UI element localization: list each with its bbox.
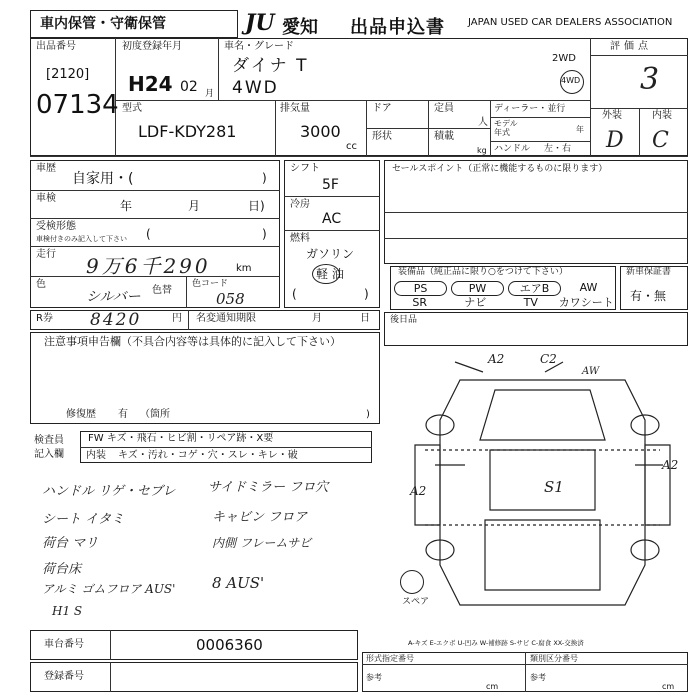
class-number-label: 類別区分番号 [530,654,578,663]
equipment-row-1 [392,281,614,296]
interior-label: 内装 [652,110,672,121]
inspector-label-2: 記入欄 [34,449,64,460]
spare-tire-icon [400,570,424,594]
drive-4wd: 4WD [561,76,581,85]
storage-stamp: 車内保管・守衛保管 [40,16,166,32]
fuel-label: 燃料 [290,233,310,244]
interior-grade: C [652,128,669,153]
dimension-ref-1: 参考 [366,673,382,682]
diagram-mark-front-right: C2 [540,352,557,366]
equipment-item: TV [523,296,538,309]
form-title: 出品申込書 [350,17,445,38]
model-label: 車名・グレード [224,41,294,52]
equipment-item: エアB [508,281,561,296]
equipment-item: カワシート [558,296,614,309]
diagram-legend: A-キズ E-エクボ U-凹み W-補修跡 S-サビ C-腐食 XX-交換済 [408,639,584,647]
model-year-unit: 年 [576,125,584,134]
fuel-option-gasoline: ガソリン [306,247,355,261]
shift-label: シフト [290,163,320,174]
shift-value: 5F [322,177,339,193]
lot-code: [2120] [46,67,90,82]
sales-points-label: セールスポイント（正常に機能するものに限ります） [392,164,608,174]
equipment-label: 装備品（純正品に限り○をつけて下さい） [398,267,568,277]
equipment-item: SR [412,296,428,309]
diagram-mark-centre: S1 [544,478,564,496]
rear-items-frame [384,312,688,346]
history-value: 自家用・( [72,171,134,187]
acceptance-note: 車検付きのみ記入して下さい [36,235,127,243]
reg-number-label: 登録番号 [44,671,84,682]
hand-note-3: 荷台 マリ [42,536,99,551]
color-label: 色 [36,279,46,290]
color-value: シルバー [86,289,141,305]
history-label: 車歴 [36,163,56,174]
acceptance-close: ) [262,227,267,241]
hand-note-5: アルミ ゴムフロア AUS' [42,582,176,596]
ac-value: AC [322,211,342,227]
form-subtitle: JAPAN USED CAR DEALERS ASSOCIATION [468,17,673,28]
color-change-label: 色替 [152,285,172,296]
truck-damage-diagram [395,350,690,640]
equipment-item: AW [579,281,598,294]
hand-note-r4: 8 AUS' [212,574,265,592]
hand-note-r1: サイドミラー フロ穴 [208,480,329,495]
ac-label: 冷房 [290,199,310,210]
fuel-option-diesel: 軽 油 [316,267,344,281]
grade-label: 評価点 [610,41,652,52]
dimension-ref-2: 参考 [530,673,546,682]
hand-note-2: シート イタミ [42,512,125,527]
ju-logo: JU [245,10,275,36]
grade-score: 3 [640,62,660,97]
repair-value: 有 [118,409,128,420]
registration-label: 初度登録年月 [122,41,182,52]
warranty-value: 有・無 [630,289,667,303]
rear-items-label: 後日品 [390,315,418,325]
color-code-value: 058 [216,290,245,308]
lot-number: 07134 [36,90,119,120]
fuel-paren-open: ( [292,287,297,301]
type-value: LDF-KDY281 [138,122,237,141]
deadline-day: 日 [360,313,370,324]
door-label: ドア [372,103,392,114]
shape-label: 形状 [372,131,392,142]
hand-note-1: ハンドル リゲ・セブレ [42,484,176,499]
inspector-row2-label: 内装 [86,450,106,461]
diagram-mark-aw: AW [582,366,600,377]
capacity-unit: 人 [478,117,488,128]
dimension-cm-2: cm [662,682,675,691]
dealer-label: ディーラー・並行 [494,104,566,114]
load-unit: kg [477,146,487,155]
repair-label: 修復歴 [66,409,96,420]
inspector-label-1: 検査員 [34,435,64,446]
exterior-grade: D [606,128,624,153]
deadline-label: 名変通知期限 [196,313,256,324]
inspection-label: 車検 [36,193,56,204]
hand-note-r3: 内側 フレームサビ [212,536,312,550]
spare-label: スペア [402,597,430,607]
mileage-label: 走行 [36,249,56,260]
color-code-label: 色コード [192,279,229,289]
inspection-month: 月 [188,199,201,213]
model-year-label: モデル年式 [494,119,518,137]
hand-note-6: H1 S [52,604,83,618]
inspection-year: 年 [120,199,133,213]
logo-region: 愛知 [282,17,318,38]
inspector-row1: FW キズ・飛石・ヒビ割・リペア跡・X要 [88,433,274,444]
equipment-item: ナビ [464,296,487,309]
history-close: ) [262,171,267,185]
diagram-mark-left-side: A2 [410,484,427,498]
registration-month-unit: 月 [205,89,215,99]
hand-note-4: 荷台床 [42,562,82,577]
exterior-label: 外装 [602,110,622,121]
notes-label: 注意事項申告欄（不具合内容等は具体的に記入して下さい） [44,335,341,348]
mileage-value: 9万6千290 [86,254,211,278]
load-label: 積載 [434,131,454,142]
lot-label: 出品番号 [36,41,76,52]
inspection-day: 日) [248,199,265,213]
handle-value: 左・右 [544,144,572,154]
mileage-unit: km [236,263,252,274]
recycle-value: 8420 [90,310,142,330]
repair-place: （箇所 [140,409,170,420]
equipment-item: PW [451,281,504,296]
equipment-row-2 [392,296,614,309]
hand-note-r2: キャビン フロア [212,510,308,525]
dimension-cm-1: cm [486,682,499,691]
recycle-unit: 円 [172,313,182,324]
acceptance-open: ( [146,227,151,241]
repair-close: ) [366,409,370,420]
model-name: ダイナ T [232,56,309,76]
capacity-label: 定員 [434,103,454,114]
handle-label: ハンドル [494,144,531,154]
recycle-label: R券 [36,313,53,324]
chassis-value: 0006360 [196,636,263,654]
chassis-label: 車台番号 [44,639,84,650]
model-grade: 4WD [232,78,279,98]
acceptance-label: 受検形態 [36,221,76,232]
type-label: 型式 [122,103,142,114]
equipment-item: PS [394,281,447,296]
displacement-label: 排気量 [280,103,310,114]
drive-2wd: 2WD [552,53,576,64]
shape-number-label: 形式指定番号 [366,654,414,663]
registration-year: H24 [128,72,173,96]
deadline-month: 月 [312,313,322,324]
inspector-row2: キズ・汚れ・コゲ・穴・スレ・キレ・破 [118,450,298,461]
displacement-value: 3000 [300,122,341,141]
diagram-mark-front-left: A2 [488,352,505,366]
registration-month: 02 [180,79,198,95]
diagram-mark-right-side: A2 [662,458,679,472]
displacement-unit: cc [346,141,357,152]
fuel-paren-close: ) [364,287,369,301]
warranty-label: 新車保証書 [626,267,672,277]
